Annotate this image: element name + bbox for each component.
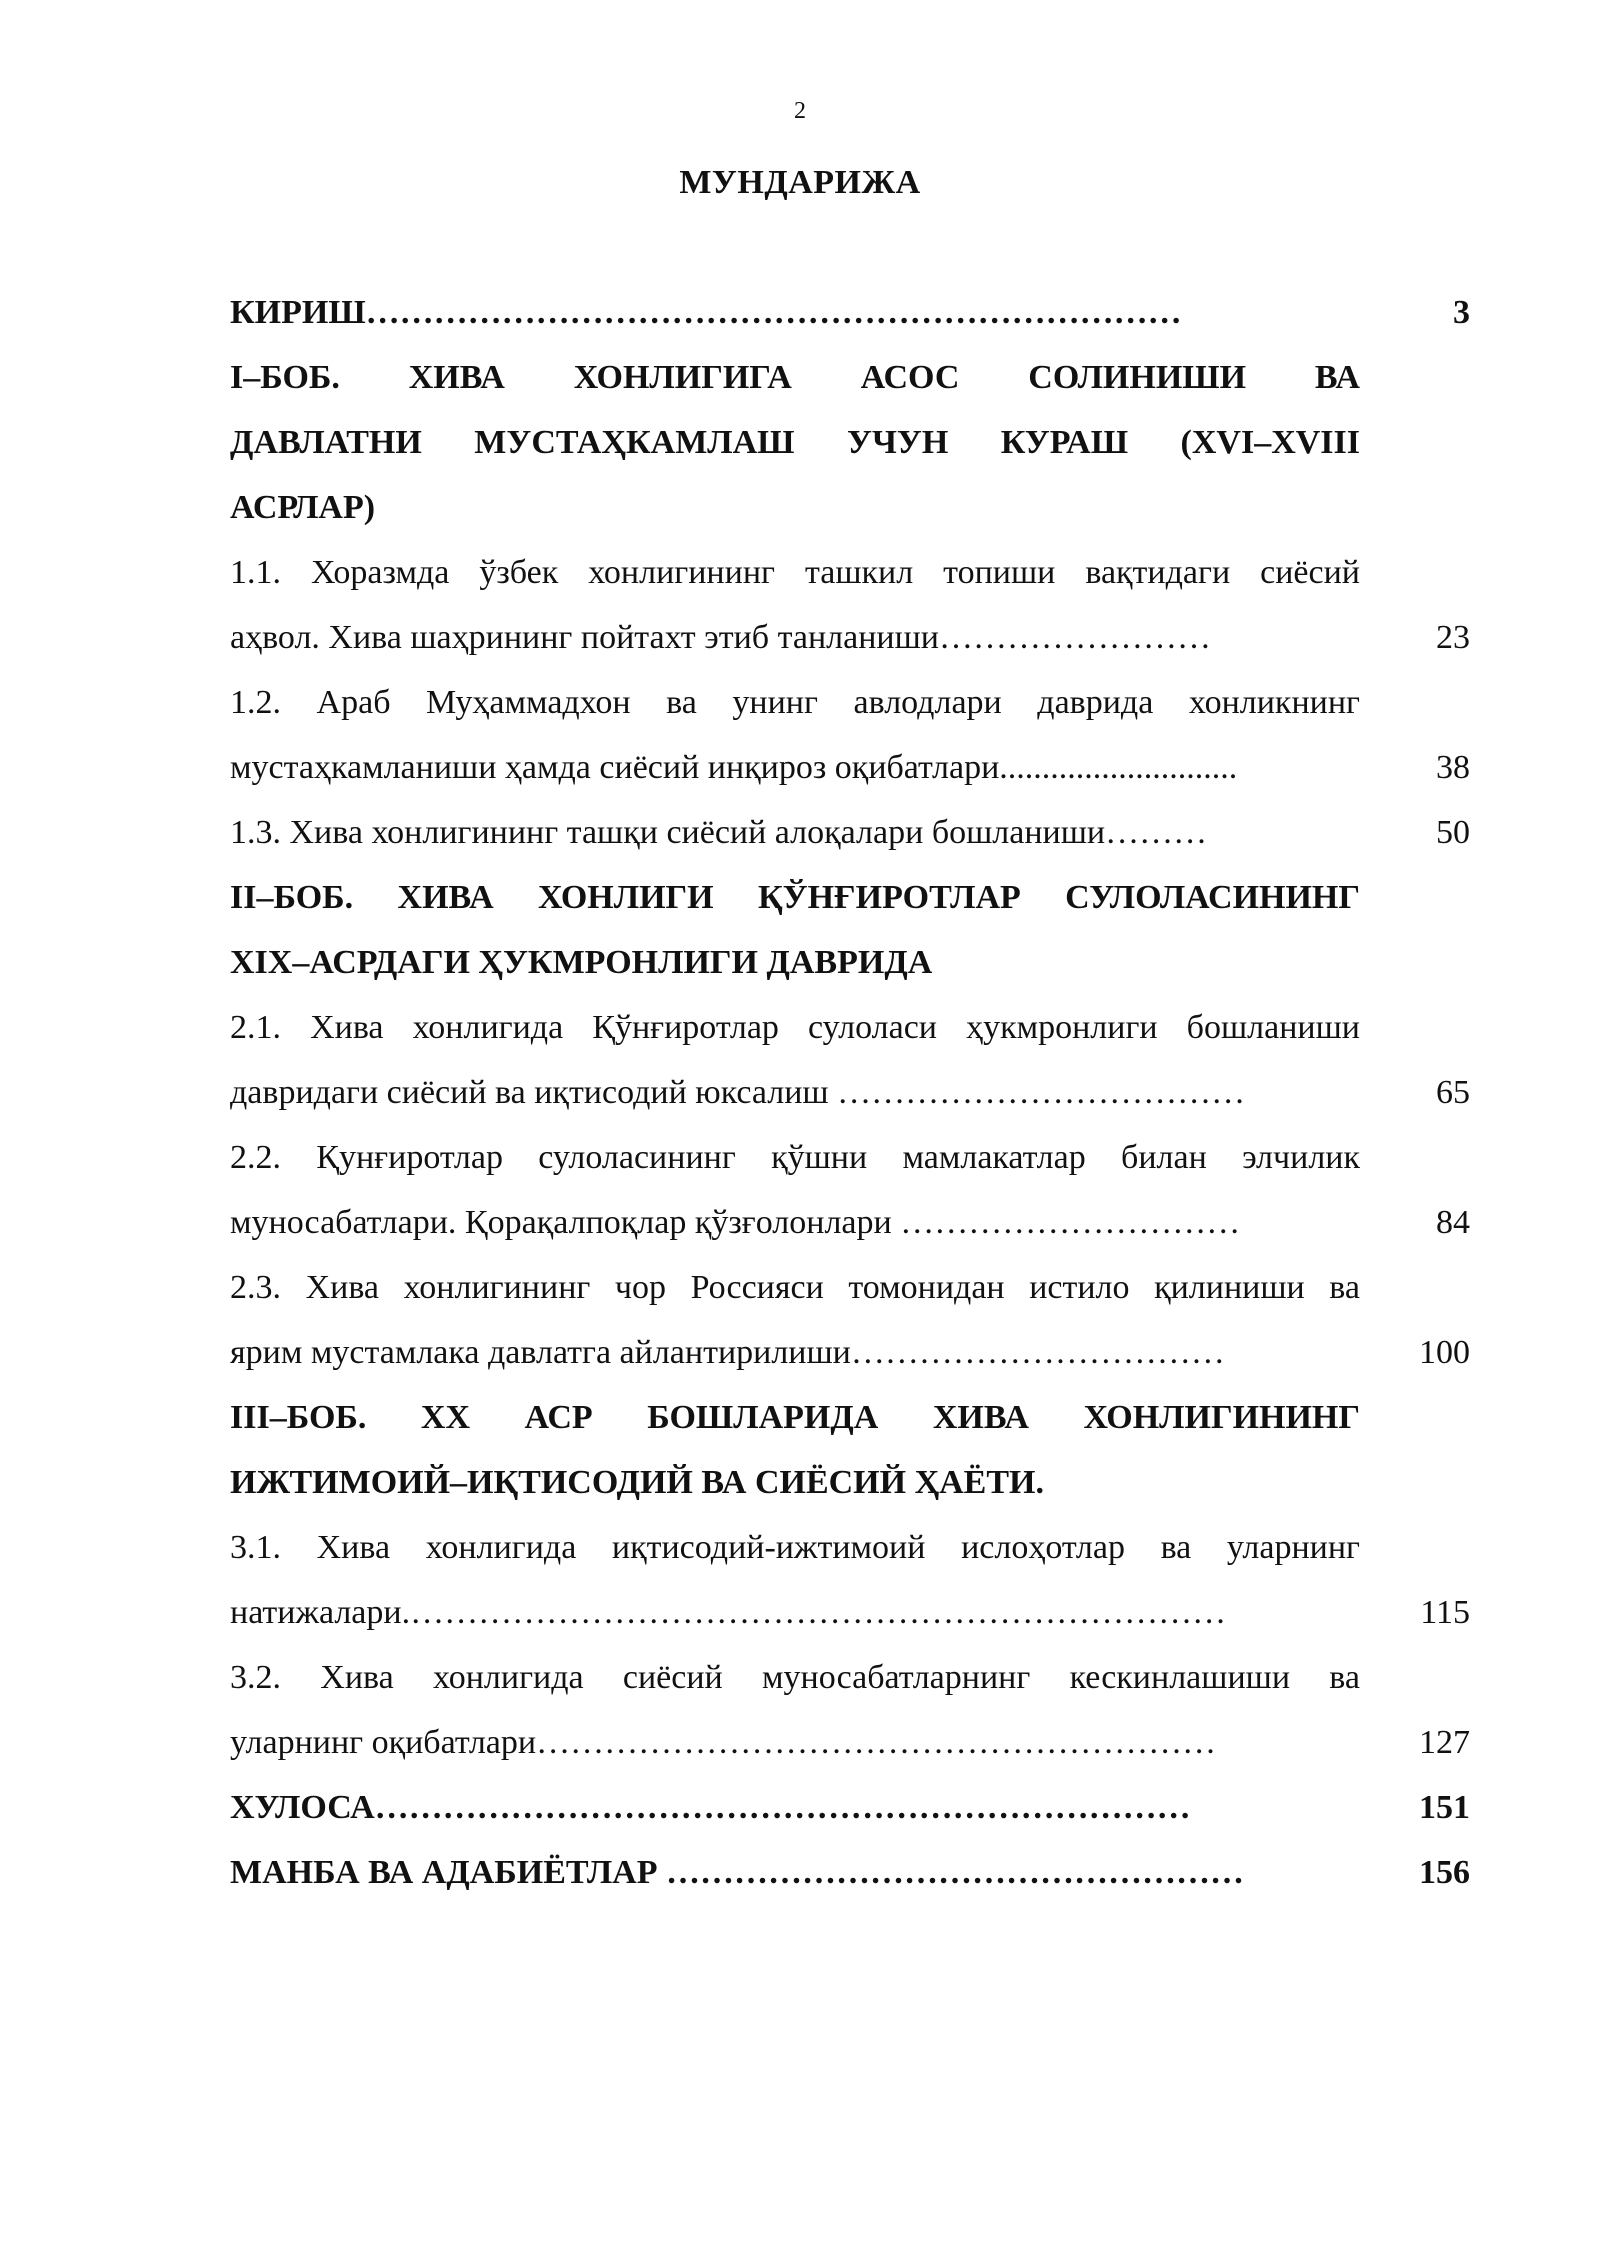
toc-line	[230, 1655, 1470, 1720]
toc-entry-text: КИРИШ………………………………………………………………	[230, 294, 1182, 331]
toc-entry-page: 50	[1436, 814, 1470, 851]
toc-entry-text: 1.3. Хива хонлигининг ташқи сиёсий алоқалари бошланиши………	[230, 814, 1208, 851]
toc-entry-text: 2.1. Хива хонлигида Қўнғиротлар сулоласи ҳукмронлиги бошланиши	[230, 1009, 1360, 1046]
toc-entry-text: I–БОБ. ХИВА ХОНЛИГИГА АСОС СОЛИНИШИ ВА	[230, 359, 1360, 396]
toc-entry-text: 1.2. Араб Муҳаммадхон ва унинг авлодлари даврида хонликнинг	[230, 684, 1360, 721]
toc-line	[230, 1265, 1470, 1330]
toc-line	[230, 1200, 1470, 1265]
toc-entry-page: 84	[1436, 1204, 1470, 1241]
toc-entry-page: 65	[1436, 1074, 1470, 1111]
toc-entry-text: натижалари.………………………………………………………………	[230, 1594, 1227, 1631]
toc-line	[230, 1720, 1470, 1785]
toc-line	[230, 1850, 1470, 1915]
toc-line	[230, 940, 1470, 1005]
toc-entry-page: 115	[1420, 1594, 1470, 1631]
toc-line	[230, 550, 1470, 615]
toc-entry-text: ярим мустамлака давлатга айлантирилиши……………………………	[230, 1334, 1225, 1371]
toc-entry-text: 3.2. Хива хонлигида сиёсий муносабатларнинг кескинлашиши ва	[230, 1659, 1360, 1696]
toc-entry-text: ИЖТИМОИЙ–ИҚТИСОДИЙ ВА СИЁСИЙ ҲАЁТИ.	[230, 1464, 1044, 1501]
toc-line	[230, 1460, 1470, 1525]
toc-line	[230, 290, 1470, 355]
toc-entry-text: 2.2. Қунғиротлар сулоласининг қўшни мамлакатлар билан элчилик	[230, 1139, 1360, 1176]
toc-line	[230, 1590, 1470, 1655]
toc-line	[230, 1525, 1470, 1590]
toc-entry-page: 151	[1419, 1789, 1470, 1826]
toc-entry-text: аҳвол. Хива шаҳрининг пойтахт этиб танланиши……………………	[230, 619, 1211, 656]
toc-line	[230, 875, 1470, 940]
toc-line	[230, 745, 1470, 810]
toc-line	[230, 1135, 1470, 1200]
toc-line	[230, 1395, 1470, 1460]
page-title: МУНДАРИЖА	[679, 164, 921, 201]
toc-entry-page: 23	[1436, 619, 1470, 656]
toc-entry-text: II–БОБ. ХИВА ХОНЛИГИ ҚЎНҒИРОТЛАР СУЛОЛАСИНИНГ	[230, 879, 1360, 916]
toc-entry-text: XIX–АСРДАГИ ҲУКМРОНЛИГИ ДАВРИДА	[230, 944, 933, 981]
table-of-contents	[230, 290, 1470, 1915]
toc-line	[230, 1330, 1470, 1395]
toc-entry-text: ДАВЛАТНИ МУСТАҲКАМЛАШ УЧУН КУРАШ (XVI–XVIII	[230, 424, 1360, 461]
toc-line	[230, 355, 1470, 420]
toc-entry-text: уларнинг оқибатлари……………………………………………………	[230, 1724, 1217, 1761]
toc-entry-page: 3	[1453, 294, 1470, 331]
toc-entry-text: давридаги сиёсий ва иқтисодий юксалиш ………………………………	[230, 1074, 1246, 1111]
toc-entry-text: АСРЛАР)	[230, 489, 376, 526]
toc-line	[230, 420, 1470, 485]
toc-entry-page: 156	[1419, 1854, 1470, 1891]
toc-entry-text: ХУЛОСА………………………………………………………………	[230, 1789, 1191, 1826]
toc-entry-text: муносабатлари. Қорақалпоқлар қўзғолонлари …………………………	[230, 1204, 1241, 1241]
toc-entry-text: 3.1. Хива хонлигида иқтисодий-ижтимоий ислоҳотлар ва уларнинг	[230, 1529, 1360, 1566]
toc-entry-text: МАНБА ВА АДАБИЁТЛАР ……………………………………………	[230, 1854, 1245, 1891]
toc-entry-text: мустаҳкамланиши ҳамда сиёсий инқироз оқибатлари............................	[230, 749, 1238, 786]
toc-line	[230, 680, 1470, 745]
toc-line	[230, 615, 1470, 680]
toc-entry-text: 1.1. Хоразмда ўзбек хонлигининг ташкил топиши вақтидаги сиёсий	[230, 554, 1360, 591]
toc-line	[230, 810, 1470, 875]
toc-line	[230, 1005, 1470, 1070]
toc-line	[230, 485, 1470, 550]
toc-line	[230, 1785, 1470, 1850]
toc-line	[230, 1070, 1470, 1135]
toc-entry-text: III–БОБ. XX АСР БОШЛАРИДА ХИВА ХОНЛИГИНИНГ	[230, 1399, 1360, 1436]
toc-entry-text: 2.3. Хива хонлигининг чор Россияси томонидан истило қилиниши ва	[230, 1269, 1360, 1306]
toc-entry-page: 127	[1419, 1724, 1470, 1761]
page-number: 2	[794, 98, 806, 124]
toc-entry-page: 100	[1419, 1334, 1470, 1371]
toc-entry-page: 38	[1436, 749, 1470, 786]
